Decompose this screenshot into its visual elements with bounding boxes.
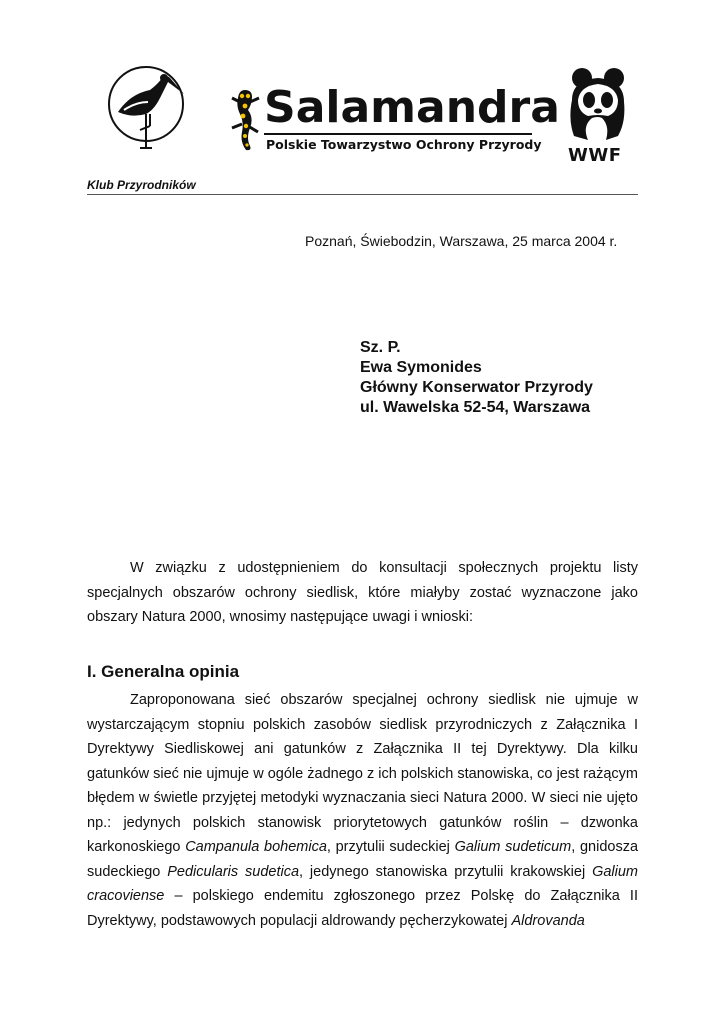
salamandra-title: Salamandra (264, 82, 560, 133)
wwf-logo (562, 66, 632, 166)
recipient-line: Główny Konserwator Przyrody (360, 379, 593, 396)
recipient-address (360, 338, 593, 418)
section-heading: I. Generalna opinia (87, 662, 240, 681)
club-name: Klub Przyrodników (87, 178, 196, 192)
recipient-line: Sz. P. (360, 339, 401, 356)
intro-paragraph: W związku z udostępnieniem do konsultacji społecznych projektu listy specjalnych obszarów ochrony siedlisk, które miałyby zostać wyznaczone jako obszary Natura 2000, wnosimy następujące uwagi i wnioski: (87, 560, 638, 625)
salamander-icon (228, 88, 262, 152)
wwf-text: WWF (568, 145, 622, 166)
place-date: Poznań, Świebodzin, Warszawa, 25 marca 2004 r. (305, 233, 618, 249)
recipient-line: ul. Wawelska 52-54, Warszawa (360, 399, 591, 416)
salamandra-divider (264, 133, 532, 135)
stork-logo-icon (106, 64, 186, 154)
panda-icon (562, 66, 632, 144)
salamandra-subtitle: Polskie Towarzystwo Ochrony Przyrody (266, 137, 542, 152)
recipient-line: Ewa Symonides (360, 359, 482, 376)
salamandra-logo (228, 82, 560, 154)
body-paragraph: Zaproponowana sieć obszarów specjalnej ochrony siedlisk nie ujmuje w wystarczającym stopniu polskich zasobów siedlisk przyrodniczych z Załącznika I Dyrektywy Siedliskowej ani gatunków z Załącznika II tej Dyrektywy. Dla kilku gatunków sieć nie ujmuje w ogóle żadnego z ich polskich stanowiska, co jest rażącym błędem w świetle przyjętej metodyki wyznaczania sieci Natura 2000. W sieci nie ujęto np.: jedynych polskich stanowisk priorytetowych gatunków roślin – dzwonka karkonoskiego Campanula bohemica, przytulii sudeckiej Galium sudeticum, gnidosza sudeckiego Pedicularis sudetica, jedynego stanowiska przytulii krakowskiej Galium cracoviense – polskiego endemitu zgłoszonego przez Polskę do Załącznika II Dyrektywy, podstawowych populacji aldrowandy pęcherzykowatej Aldrovanda (87, 692, 639, 929)
header-divider (87, 194, 638, 195)
